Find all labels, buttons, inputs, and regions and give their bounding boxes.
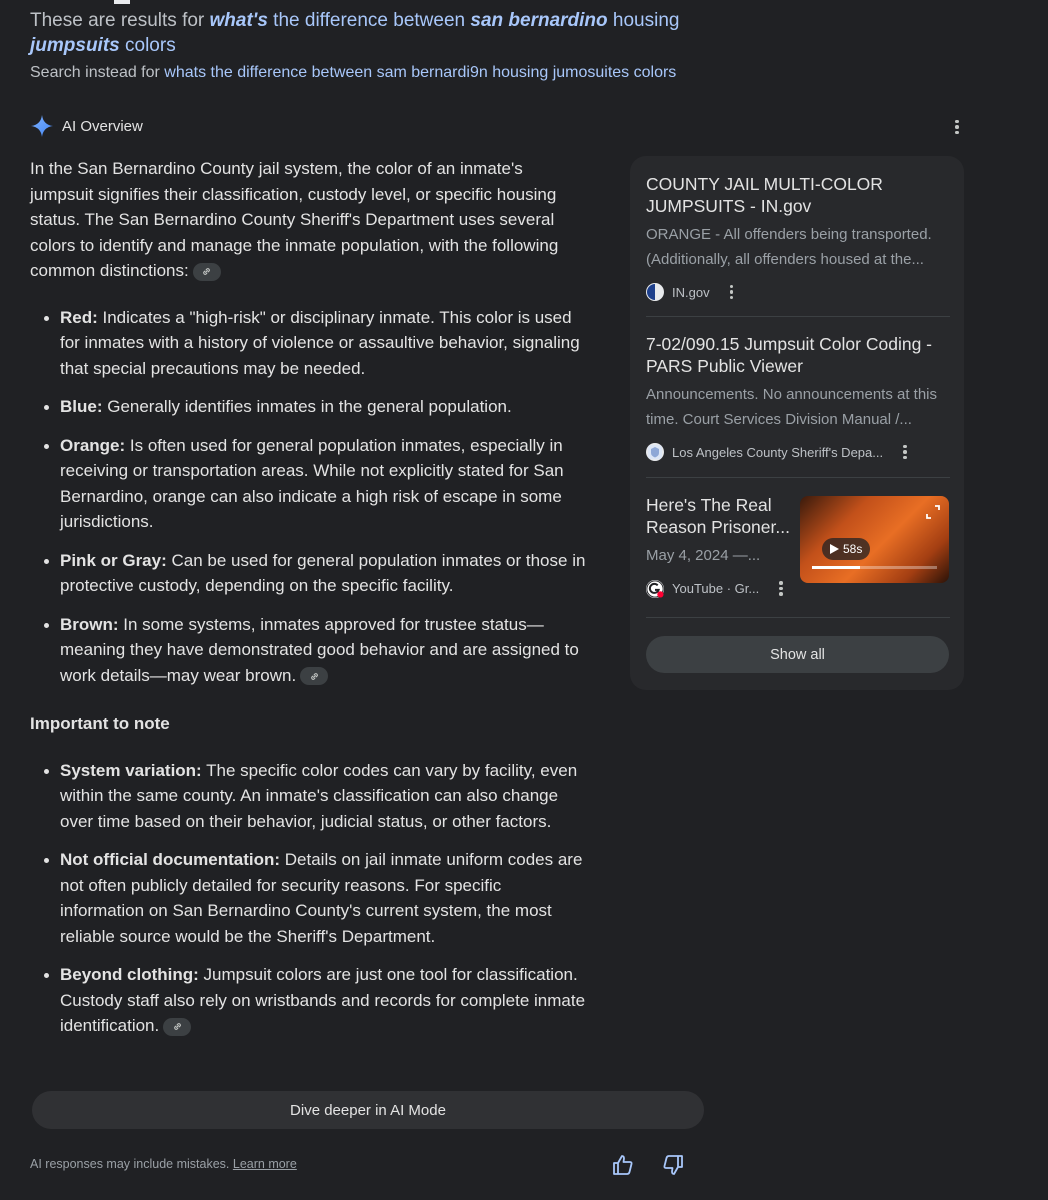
source-site <box>646 282 950 302</box>
note-term: Beyond clothing: <box>60 965 199 984</box>
source-site <box>646 442 950 462</box>
color-description: Is often used for general population inmates, especially in receiving or transportation areas. While not explicitly stated for San Bernardino, orange can also indicate a high risk of escape in some jurisdictions. <box>60 435 564 531</box>
video-thumbnail[interactable] <box>800 496 949 583</box>
ai-overview-title: AI Overview <box>62 117 143 135</box>
citation-link-icon[interactable] <box>193 263 221 281</box>
sparkle-icon <box>30 114 54 138</box>
thumbs-up-icon[interactable] <box>611 1153 635 1177</box>
divider <box>646 477 950 478</box>
corrected-term[interactable]: what's <box>209 10 268 31</box>
color-description: Indicates a "high-risk" or disciplinary inmate. This color is used for inmates with a history of violence or assaultive behavior, signaling that special precautions may be needed. <box>60 307 580 378</box>
divider <box>646 316 950 317</box>
thumbs-down-icon[interactable] <box>661 1153 685 1177</box>
note-description: Details on jail inmate uniform codes are not often publicly detailed for security reasons. For specific information on San Bernardino County's current system, the most reliable source would be the Sheriff's Department. <box>60 850 583 946</box>
query-text[interactable]: housing <box>607 10 680 31</box>
source-card[interactable] <box>646 173 950 302</box>
video-duration <box>822 538 870 560</box>
divider <box>646 617 950 618</box>
source-card[interactable] <box>646 333 950 462</box>
list-item <box>60 962 590 1039</box>
list-item <box>60 758 590 835</box>
list-item <box>60 548 590 599</box>
expand-icon[interactable] <box>925 504 941 520</box>
note-term: System variation: <box>60 760 202 780</box>
source-title[interactable]: 7-02/090.15 Jumpsuit Color Coding - PARS Public Viewer <box>646 334 932 376</box>
source-site-name: Los Angeles County Sheriff's Depa... <box>672 444 884 460</box>
color-term: Pink or Gray: <box>60 550 167 570</box>
section-heading: Important to note <box>30 714 170 733</box>
show-all-button[interactable]: Show all <box>646 636 949 673</box>
list-item <box>60 847 590 949</box>
color-term: Red: <box>60 307 98 327</box>
sources-panel <box>630 156 964 690</box>
play-icon <box>830 544 839 554</box>
note-term: Not official documentation: <box>60 850 281 869</box>
list-item <box>60 305 590 382</box>
youtube-channel-favicon-icon <box>646 580 664 598</box>
sheriff-favicon-icon <box>646 443 664 461</box>
source-card[interactable] <box>646 494 796 599</box>
source-options-icon[interactable] <box>722 282 742 302</box>
source-site <box>646 579 796 599</box>
source-options-icon[interactable] <box>771 579 791 599</box>
query-text[interactable]: colors <box>119 35 176 56</box>
overview-body <box>30 156 590 1039</box>
video-progress-bar <box>812 566 937 569</box>
note-description: Jumpsuit colors are just one tool for classification. Custody staff also rely on wristbands and records for complete inmate identification. <box>60 965 586 1035</box>
corrected-term[interactable]: san bernardino <box>470 10 608 31</box>
disclaimer-text: AI responses may include mistakes. <box>30 1157 233 1171</box>
duration-text: 58s <box>843 542 863 556</box>
learn-more-link[interactable]: Learn more <box>232 1157 297 1171</box>
list-item <box>60 394 590 420</box>
color-description: Generally identifies inmates in the general population. <box>102 397 512 416</box>
color-list <box>30 305 590 689</box>
source-title[interactable]: COUNTY JAIL MULTI-COLOR JUMPSUITS - IN.gov <box>646 174 883 216</box>
spelling-correction <box>30 8 730 58</box>
top-edge-fragment <box>114 0 130 4</box>
overview-intro-text: In the San Bernardino County jail system, the color of an inmate's jumpsuit signifies their classification, custody level, or specific housing status. The San Bernardino County Sheriff's Department uses several colors to identify and manage the inmate population, with the following common distinctions: <box>30 159 559 280</box>
source-site-name: YouTube · Gr... <box>672 581 760 596</box>
list-item <box>60 433 590 535</box>
ai-disclaimer <box>30 1157 297 1171</box>
dive-deeper-ai-mode-button[interactable]: Dive deeper in AI Mode <box>32 1091 704 1129</box>
note-description: The specific color codes can vary by facility, even within the same county. An inmate's classification can also change over time based on their behavior, judicial status, or other factors. <box>60 760 578 831</box>
ai-overview-header <box>30 114 143 138</box>
more-options-icon[interactable] <box>947 117 967 137</box>
in-gov-favicon-icon <box>646 283 664 301</box>
color-term: Orange: <box>60 435 126 455</box>
citation-link-icon[interactable] <box>163 1018 191 1036</box>
search-instead <box>30 62 676 84</box>
source-snippet: May 4, 2024 —... <box>646 547 761 564</box>
search-instead-label: Search instead for <box>30 64 165 81</box>
color-description: Can be used for general population inmates or those in protective custody, depending on the specific facility. <box>60 550 586 595</box>
citation-link-icon[interactable] <box>300 667 328 685</box>
overview-intro <box>30 156 590 284</box>
source-snippet: ORANGE - All offenders being transported. (Additionally, all offenders housed at the... <box>646 226 932 268</box>
corrected-term[interactable]: jumpsuits <box>30 35 120 56</box>
original-query-link[interactable]: whats the difference between sam bernardi9n housing jumosuites colors <box>164 64 677 81</box>
source-snippet: Announcements. No announcements at this time. Court Services Division Manual /... <box>646 386 938 428</box>
color-term: Blue: <box>60 397 103 416</box>
list-item <box>60 612 590 689</box>
source-title[interactable]: Here's The Real Reason Prisoner... <box>646 495 790 537</box>
correction-lead: These are results for <box>30 10 210 31</box>
source-options-icon[interactable] <box>895 442 915 462</box>
source-site-name: IN.gov <box>672 284 710 300</box>
color-description: In some systems, inmates approved for trustee status—meaning they have demonstrated good behavior and are assigned to work details—may wear brown. <box>60 614 579 685</box>
query-text[interactable]: the difference between <box>267 10 471 31</box>
color-term: Brown: <box>60 614 119 634</box>
notes-list <box>30 758 590 1039</box>
